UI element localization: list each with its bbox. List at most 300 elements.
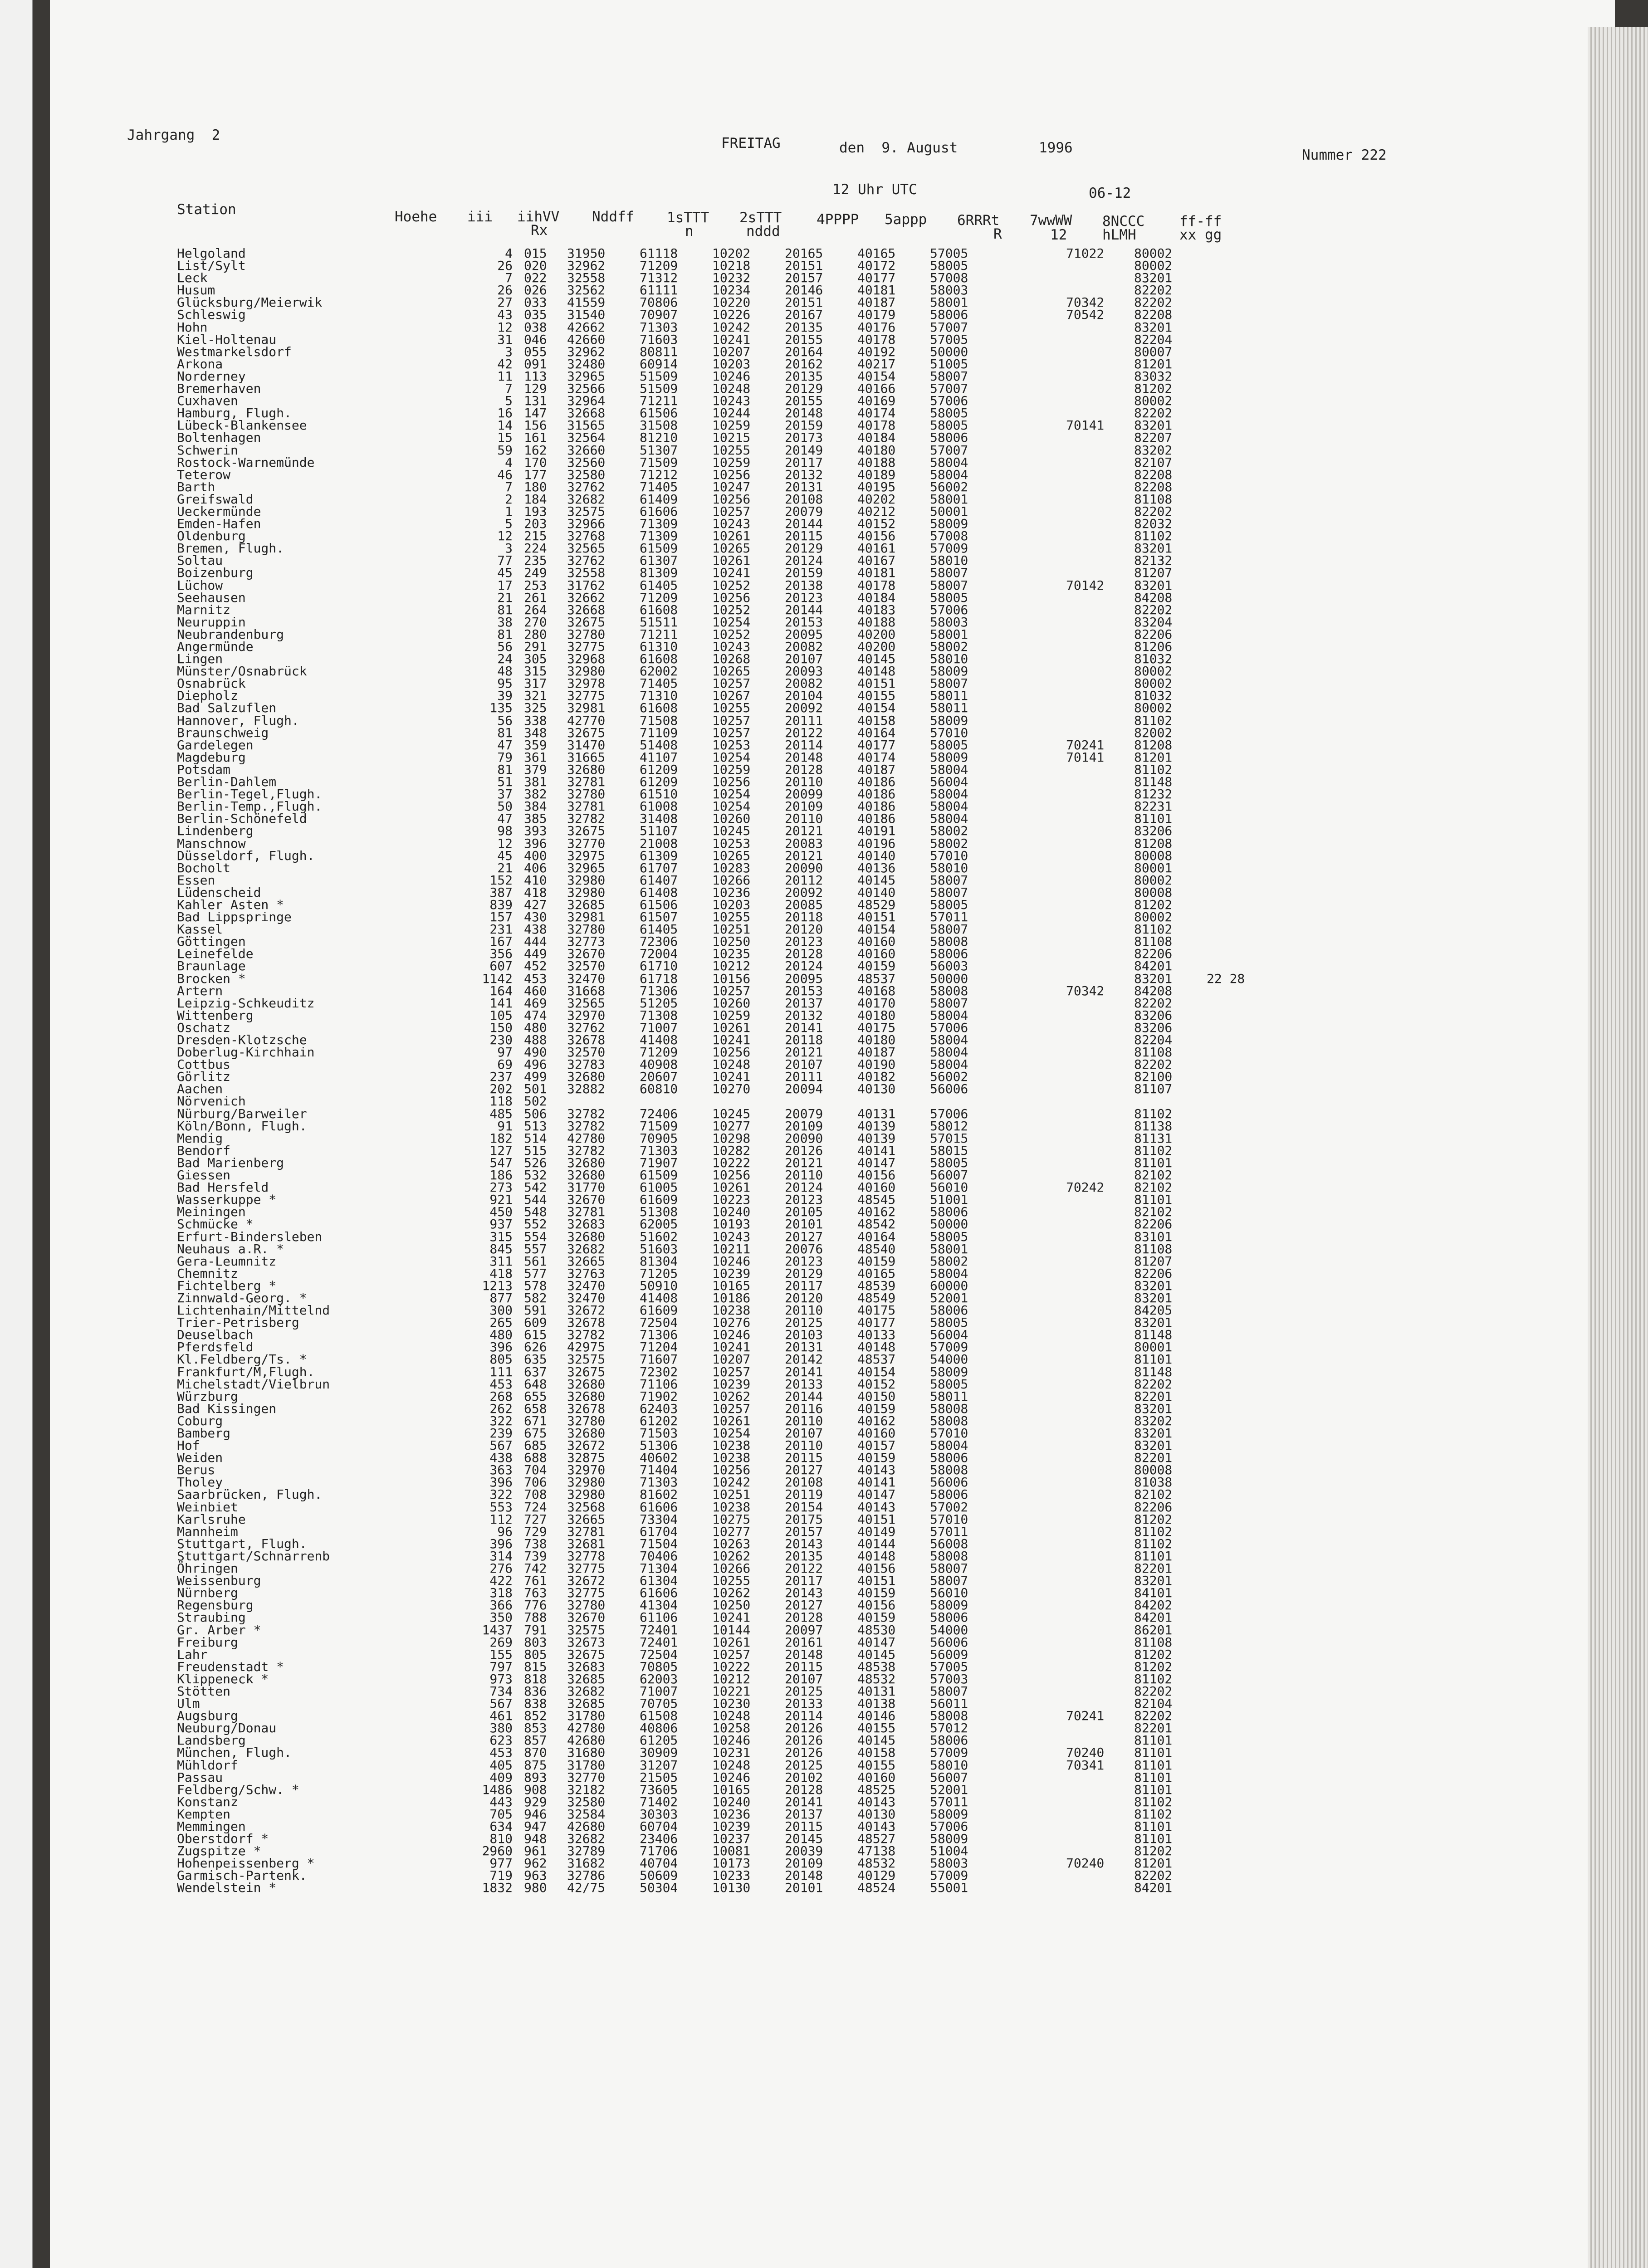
5appp-value: 57009 bbox=[930, 1868, 968, 1883]
nddff-value: 61506 bbox=[640, 897, 678, 912]
nddff-value: 71209 bbox=[640, 1045, 678, 1060]
station-name: Göttingen bbox=[177, 934, 246, 949]
5appp-value: 58006 bbox=[930, 1450, 968, 1466]
station-name: Chemnitz bbox=[177, 1266, 238, 1281]
8nccc-value: 82206 bbox=[1134, 1499, 1173, 1515]
observation-time: 12 Uhr UTC bbox=[832, 181, 917, 198]
1sttt-value: 10261 bbox=[712, 1634, 751, 1650]
nddff-value: 71309 bbox=[640, 516, 678, 532]
nddff-value: 71402 bbox=[640, 1794, 678, 1809]
2sttt-value: 20135 bbox=[785, 1548, 823, 1564]
1sttt-value: 10256 bbox=[712, 1045, 751, 1060]
nddff-value: 61606 bbox=[640, 503, 678, 519]
nddff-value: 71204 bbox=[640, 1339, 678, 1355]
5appp-value: 58003 bbox=[930, 1856, 968, 1871]
iihvv-value: 32575 bbox=[567, 1352, 606, 1367]
5appp-value: 57008 bbox=[930, 528, 968, 544]
station-name: Lahr bbox=[177, 1647, 208, 1662]
iii-value: 738 bbox=[524, 1536, 547, 1551]
5appp-value: 57015 bbox=[930, 1130, 968, 1146]
5appp-value: 58012 bbox=[930, 1118, 968, 1134]
iii-value: 557 bbox=[524, 1241, 547, 1256]
station-name: Mühldorf bbox=[177, 1757, 238, 1773]
col-5appp: 5appp bbox=[885, 211, 927, 228]
station-name: Giessen bbox=[177, 1168, 231, 1183]
year-label: 1996 bbox=[1039, 140, 1073, 156]
2sttt-value: 20125 bbox=[785, 1757, 823, 1773]
station-name: Bocholt bbox=[177, 860, 231, 875]
4pppp-value: 40170 bbox=[857, 995, 896, 1011]
iihvv-value: 32570 bbox=[567, 1045, 606, 1060]
8nccc-value: 80002 bbox=[1134, 246, 1173, 261]
5appp-value: 58008 bbox=[930, 1413, 968, 1428]
5appp-value: 58004 bbox=[930, 1045, 968, 1060]
hoehe-value: 186 bbox=[489, 1168, 513, 1183]
4pppp-value: 40177 bbox=[857, 737, 896, 753]
1sttt-value: 10261 bbox=[712, 528, 751, 544]
iii-value: 453 bbox=[524, 971, 547, 986]
hoehe-value: 15 bbox=[497, 430, 513, 445]
nddff-value: 60704 bbox=[640, 1819, 678, 1834]
station-name: Stötten bbox=[177, 1683, 231, 1699]
iii-value: 548 bbox=[524, 1204, 547, 1220]
nddff-value: 61507 bbox=[640, 909, 678, 925]
station-name: Bad Marienberg bbox=[177, 1155, 284, 1170]
nddff-value: 81210 bbox=[640, 430, 678, 445]
nddff-value: 30303 bbox=[640, 1806, 678, 1822]
1sttt-value: 10259 bbox=[712, 1007, 751, 1023]
2sttt-value: 20085 bbox=[785, 897, 823, 912]
1sttt-value: 10245 bbox=[712, 1106, 751, 1121]
2sttt-value: 20079 bbox=[785, 503, 823, 519]
1sttt-value: 10241 bbox=[712, 1069, 751, 1085]
hoehe-value: 450 bbox=[489, 1204, 513, 1220]
4pppp-value: 40154 bbox=[857, 922, 896, 937]
8nccc-value: 83101 bbox=[1134, 1229, 1173, 1244]
iihvv-value: 32782 bbox=[567, 1143, 606, 1158]
4pppp-value: 40165 bbox=[857, 1266, 896, 1281]
hoehe-value: 81 bbox=[497, 602, 513, 617]
8nccc-value: 81208 bbox=[1134, 836, 1173, 851]
4pppp-value: 40180 bbox=[857, 1032, 896, 1047]
nddff-value: 71405 bbox=[640, 676, 678, 691]
station-name: Stuttgart/Schnarrenb bbox=[177, 1548, 330, 1564]
iihvv-value: 32675 bbox=[567, 614, 606, 630]
iii-value: 427 bbox=[524, 897, 547, 912]
iii-value: 488 bbox=[524, 1032, 547, 1047]
iii-value: 980 bbox=[524, 1880, 547, 1896]
8nccc-value: 81148 bbox=[1134, 1364, 1173, 1379]
nddff-value: 73605 bbox=[640, 1782, 678, 1797]
station-name: Neuhaus a.R. * bbox=[177, 1241, 284, 1256]
4pppp-value: 40184 bbox=[857, 430, 896, 445]
5appp-value: 58008 bbox=[930, 1401, 968, 1416]
1sttt-value: 10232 bbox=[712, 270, 751, 286]
4pppp-value: 40160 bbox=[857, 1180, 896, 1195]
col-1sttt: 1sTTT bbox=[667, 210, 709, 226]
iii-value: 513 bbox=[524, 1118, 547, 1134]
5appp-value: 57007 bbox=[930, 381, 968, 396]
5appp-value: 60000 bbox=[930, 1278, 968, 1293]
1sttt-value: 10207 bbox=[712, 344, 751, 359]
4pppp-value: 48530 bbox=[857, 1622, 896, 1637]
nddff-value: 72302 bbox=[640, 1364, 678, 1379]
4pppp-value: 40174 bbox=[857, 749, 896, 765]
nddff-value: 61310 bbox=[640, 639, 678, 654]
iii-value: 554 bbox=[524, 1229, 547, 1244]
1sttt-value: 10239 bbox=[712, 1376, 751, 1392]
2sttt-value: 20103 bbox=[785, 1327, 823, 1343]
1sttt-value: 10238 bbox=[712, 1499, 751, 1515]
2sttt-value: 20135 bbox=[785, 368, 823, 384]
nddff-value: 61718 bbox=[640, 971, 678, 986]
station-name: Neuruppin bbox=[177, 614, 246, 630]
8nccc-value: 82202 bbox=[1134, 1057, 1173, 1072]
5appp-value: 58004 bbox=[930, 1266, 968, 1281]
5appp-value: 52001 bbox=[930, 1782, 968, 1797]
5appp-value: 58007 bbox=[930, 885, 968, 900]
iihvv-value: 32470 bbox=[567, 971, 606, 986]
iii-value: 325 bbox=[524, 700, 547, 716]
hoehe-value: 127 bbox=[489, 1143, 513, 1158]
hoehe-value: 273 bbox=[489, 1180, 513, 1195]
nddff-value: 72306 bbox=[640, 934, 678, 949]
5appp-value: 58001 bbox=[930, 295, 968, 310]
5appp-value: 58006 bbox=[930, 946, 968, 962]
4pppp-value: 40160 bbox=[857, 1426, 896, 1441]
nddff-value: 51511 bbox=[640, 614, 678, 630]
nddff-value: 71109 bbox=[640, 725, 678, 740]
2sttt-value: 20114 bbox=[785, 737, 823, 753]
1sttt-value: 10270 bbox=[712, 1081, 751, 1097]
iii-value: 338 bbox=[524, 713, 547, 728]
8nccc-value: 82201 bbox=[1134, 1450, 1173, 1466]
8nccc-value: 82231 bbox=[1134, 799, 1173, 814]
iii-value: 215 bbox=[524, 528, 547, 544]
iii-value: 184 bbox=[524, 491, 547, 507]
date-label: den 9. August bbox=[839, 140, 958, 156]
1sttt-value: 10257 bbox=[712, 713, 751, 728]
nddff-value: 80811 bbox=[640, 344, 678, 359]
4pppp-value: 40192 bbox=[857, 344, 896, 359]
2sttt-value: 20153 bbox=[785, 614, 823, 630]
2sttt-value: 20148 bbox=[785, 749, 823, 765]
2sttt-value: 20099 bbox=[785, 787, 823, 802]
1sttt-value: 10241 bbox=[712, 332, 751, 347]
2sttt-value: 20129 bbox=[785, 381, 823, 396]
2sttt-value: 20118 bbox=[785, 1032, 823, 1047]
col-iihvv: iihVV bbox=[517, 209, 560, 225]
iihvv-value: 32668 bbox=[567, 602, 606, 617]
8nccc-value: 80002 bbox=[1134, 676, 1173, 691]
iii-value: 857 bbox=[524, 1733, 547, 1748]
5appp-value: 58006 bbox=[930, 1487, 968, 1502]
4pppp-value: 40162 bbox=[857, 1413, 896, 1428]
iihvv-value: 32780 bbox=[567, 922, 606, 937]
iihvv-value: 32980 bbox=[567, 1487, 606, 1502]
2sttt-value: 20122 bbox=[785, 1561, 823, 1576]
2sttt-value: 20116 bbox=[785, 1401, 823, 1416]
iii-value: 875 bbox=[524, 1757, 547, 1773]
iihvv-value: 42662 bbox=[567, 319, 606, 335]
1sttt-value: 10241 bbox=[712, 1032, 751, 1047]
iihvv-value: 32968 bbox=[567, 651, 606, 667]
2sttt-value: 20133 bbox=[785, 1376, 823, 1392]
nddff-value: 61118 bbox=[640, 246, 678, 261]
station-name: München, Flugh. bbox=[177, 1745, 292, 1760]
2sttt-value: 20128 bbox=[785, 1610, 823, 1625]
7wwww-value: 70342 bbox=[1066, 983, 1105, 998]
4pppp-value: 40190 bbox=[857, 1057, 896, 1072]
1sttt-value: 10242 bbox=[712, 319, 751, 335]
station-name: Aachen bbox=[177, 1081, 223, 1097]
hoehe-value: 322 bbox=[489, 1487, 513, 1502]
hoehe-value: 453 bbox=[489, 1745, 513, 1760]
iii-value: 761 bbox=[524, 1573, 547, 1589]
5appp-value: 58009 bbox=[930, 664, 968, 679]
station-name: Schmücke * bbox=[177, 1217, 254, 1232]
4pppp-value: 40178 bbox=[857, 418, 896, 433]
station-name: Emden-Hafen bbox=[177, 516, 261, 532]
5appp-value: 58007 bbox=[930, 1561, 968, 1576]
2sttt-value: 20109 bbox=[785, 799, 823, 814]
8nccc-value: 82032 bbox=[1134, 516, 1173, 532]
iihvv-value: 32680 bbox=[567, 1069, 606, 1085]
station-name: Lüchow bbox=[177, 577, 223, 593]
station-name: Weiden bbox=[177, 1450, 223, 1466]
4pppp-value: 40177 bbox=[857, 270, 896, 286]
nddff-value: 51308 bbox=[640, 1204, 678, 1220]
4pppp-value: 40156 bbox=[857, 1598, 896, 1613]
station-name: Brocken * bbox=[177, 971, 246, 986]
2sttt-value: 20095 bbox=[785, 971, 823, 986]
1sttt-value: 10241 bbox=[712, 565, 751, 581]
iihvv-value: 32962 bbox=[567, 344, 606, 359]
iihvv-value: 32781 bbox=[567, 1204, 606, 1220]
hoehe-value: 155 bbox=[489, 1647, 513, 1662]
nddff-value: 71303 bbox=[640, 1475, 678, 1490]
nddff-value: 40806 bbox=[640, 1721, 678, 1736]
station-name: Bad Hersfeld bbox=[177, 1180, 269, 1195]
8nccc-value: 82132 bbox=[1134, 553, 1173, 568]
4pppp-value: 40186 bbox=[857, 799, 896, 814]
nddff-value: 61106 bbox=[640, 1610, 678, 1625]
2sttt-value: 20126 bbox=[785, 1721, 823, 1736]
iihvv-value: 32762 bbox=[567, 553, 606, 568]
hoehe-value: 300 bbox=[489, 1303, 513, 1318]
5appp-value: 58009 bbox=[930, 1831, 968, 1847]
hoehe-value: 973 bbox=[489, 1671, 513, 1686]
8nccc-value: 81108 bbox=[1134, 934, 1173, 949]
5appp-value: 57009 bbox=[930, 1745, 968, 1760]
4pppp-value: 40159 bbox=[857, 1253, 896, 1269]
8nccc-value: 83204 bbox=[1134, 614, 1173, 630]
2sttt-value: 20110 bbox=[785, 1303, 823, 1318]
1sttt-value: 10277 bbox=[712, 1524, 751, 1539]
5appp-value: 58011 bbox=[930, 1388, 968, 1404]
2sttt-value: 20162 bbox=[785, 356, 823, 371]
8nccc-value: 82100 bbox=[1134, 1069, 1173, 1085]
station-name: Arkona bbox=[177, 356, 223, 371]
hoehe-value: 553 bbox=[489, 1499, 513, 1515]
station-name: Straubing bbox=[177, 1610, 246, 1625]
2sttt-value: 20132 bbox=[785, 1007, 823, 1023]
iihvv-value: 32980 bbox=[567, 1475, 606, 1490]
station-name: Lingen bbox=[177, 651, 223, 667]
station-name: Tholey bbox=[177, 1475, 223, 1490]
iihvv-value: 32670 bbox=[567, 1192, 606, 1207]
station-name: Braunschweig bbox=[177, 725, 269, 740]
iii-value: 706 bbox=[524, 1475, 547, 1490]
2sttt-value: 20124 bbox=[785, 958, 823, 974]
8nccc-value: 81207 bbox=[1134, 1253, 1173, 1269]
8nccc-value: 83201 bbox=[1134, 577, 1173, 593]
station-name: Norderney bbox=[177, 368, 246, 384]
1sttt-value: 10223 bbox=[712, 1192, 751, 1207]
nddff-value: 71303 bbox=[640, 319, 678, 335]
iii-value: 763 bbox=[524, 1585, 547, 1601]
2sttt-value: 20118 bbox=[785, 909, 823, 925]
iii-value: 561 bbox=[524, 1253, 547, 1269]
hoehe-value: 453 bbox=[489, 1376, 513, 1392]
station-name: Gardelegen bbox=[177, 737, 254, 753]
hoehe-value: 50 bbox=[497, 799, 513, 814]
iii-value: 818 bbox=[524, 1671, 547, 1686]
8nccc-value: 81102 bbox=[1134, 1806, 1173, 1822]
2sttt-value: 20123 bbox=[785, 934, 823, 949]
8nccc-value: 82002 bbox=[1134, 725, 1173, 740]
station-name: Mendig bbox=[177, 1130, 223, 1146]
2sttt-value: 20141 bbox=[785, 1020, 823, 1035]
1sttt-value: 10252 bbox=[712, 577, 751, 593]
8nccc-value: 81148 bbox=[1134, 774, 1173, 790]
iihvv-value: 32564 bbox=[567, 430, 606, 445]
5appp-value: 58009 bbox=[930, 516, 968, 532]
8nccc-value: 84201 bbox=[1134, 1610, 1173, 1625]
hoehe-value: 37 bbox=[497, 787, 513, 802]
station-name: Ulm bbox=[177, 1696, 200, 1711]
8nccc-value: 83201 bbox=[1134, 1401, 1173, 1416]
8nccc-value: 82102 bbox=[1134, 1487, 1173, 1502]
5appp-value: 58006 bbox=[930, 430, 968, 445]
station-name: Mannheim bbox=[177, 1524, 238, 1539]
hoehe-value: 31 bbox=[497, 332, 513, 347]
nddff-value: 71607 bbox=[640, 1352, 678, 1367]
4pppp-value: 40168 bbox=[857, 983, 896, 998]
8nccc-value: 81202 bbox=[1134, 1659, 1173, 1674]
5appp-value: 58005 bbox=[930, 1229, 968, 1244]
iihvv-value: 32565 bbox=[567, 541, 606, 556]
2sttt-value: 20114 bbox=[785, 1708, 823, 1724]
8nccc-value: 81102 bbox=[1134, 713, 1173, 728]
iii-value: 430 bbox=[524, 909, 547, 925]
7wwww-value: 70142 bbox=[1066, 577, 1105, 593]
iii-value: 739 bbox=[524, 1548, 547, 1564]
iii-value: 803 bbox=[524, 1634, 547, 1650]
nddff-value: 72406 bbox=[640, 1106, 678, 1121]
nddff-value: 61409 bbox=[640, 491, 678, 507]
2sttt-value: 20123 bbox=[785, 1253, 823, 1269]
4pppp-value: 40162 bbox=[857, 1204, 896, 1220]
4pppp-value: 40188 bbox=[857, 455, 896, 470]
2sttt-value: 20151 bbox=[785, 258, 823, 274]
8nccc-value: 81102 bbox=[1134, 1794, 1173, 1809]
2sttt-value: 20107 bbox=[785, 1671, 823, 1686]
iii-value: 724 bbox=[524, 1499, 547, 1515]
4pppp-value: 40130 bbox=[857, 1806, 896, 1822]
5appp-value: 57006 bbox=[930, 393, 968, 409]
1sttt-value: 10193 bbox=[712, 1217, 751, 1232]
nddff-value: 61202 bbox=[640, 1413, 678, 1428]
iii-value: 156 bbox=[524, 418, 547, 433]
station-name: Soltau bbox=[177, 553, 223, 568]
station-name: Helgoland bbox=[177, 246, 246, 261]
nddff-value: 70805 bbox=[640, 1659, 678, 1674]
station-name: Berlin-Temp.,Flugh. bbox=[177, 799, 323, 814]
4pppp-value: 40151 bbox=[857, 1573, 896, 1589]
2sttt-value: 20144 bbox=[785, 516, 823, 532]
station-name: Kahler Asten * bbox=[177, 897, 284, 912]
station-name: Artern bbox=[177, 983, 223, 998]
4pppp-value: 40217 bbox=[857, 356, 896, 371]
station-name: Oldenburg bbox=[177, 528, 246, 544]
hoehe-value: 182 bbox=[489, 1130, 513, 1146]
2sttt-value: 20125 bbox=[785, 1683, 823, 1699]
4pppp-value: 40136 bbox=[857, 860, 896, 875]
hoehe-value: 81 bbox=[497, 762, 513, 777]
iii-value: 961 bbox=[524, 1843, 547, 1859]
1sttt-value: 10298 bbox=[712, 1130, 751, 1146]
iii-value: 193 bbox=[524, 503, 547, 519]
8nccc-value: 82208 bbox=[1134, 467, 1173, 482]
station-name: Feldberg/Schw. * bbox=[177, 1782, 299, 1797]
station-name: Hamburg, Flugh. bbox=[177, 406, 292, 421]
iii-value: 410 bbox=[524, 872, 547, 888]
station-name: Boltenhagen bbox=[177, 430, 261, 445]
2sttt-value: 20108 bbox=[785, 1475, 823, 1490]
8nccc-value: 80002 bbox=[1134, 700, 1173, 716]
8nccc-value: 82202 bbox=[1134, 1868, 1173, 1883]
8nccc-value: 81148 bbox=[1134, 1327, 1173, 1343]
iihvv-value: 32680 bbox=[567, 1155, 606, 1170]
8nccc-value: 81101 bbox=[1134, 1769, 1173, 1785]
nddff-value: 71106 bbox=[640, 1376, 678, 1392]
4pppp-value: 48529 bbox=[857, 897, 896, 912]
nddff-value: 71509 bbox=[640, 1118, 678, 1134]
iihvv-value: 32770 bbox=[567, 1769, 606, 1785]
station-name: Deuselbach bbox=[177, 1327, 254, 1343]
hoehe-value: 396 bbox=[489, 1536, 513, 1551]
hoehe-value: 734 bbox=[489, 1683, 513, 1699]
2sttt-value: 20138 bbox=[785, 577, 823, 593]
nddff-value: 61506 bbox=[640, 406, 678, 421]
weekday-label: FREITAG bbox=[721, 135, 781, 152]
5appp-value: 58008 bbox=[930, 1462, 968, 1478]
1sttt-value: 10256 bbox=[712, 491, 751, 507]
iihvv-value: 32781 bbox=[567, 1524, 606, 1539]
iii-value: 838 bbox=[524, 1696, 547, 1711]
4pppp-value: 40158 bbox=[857, 713, 896, 728]
5appp-value: 58008 bbox=[930, 983, 968, 998]
2sttt-value: 20117 bbox=[785, 1278, 823, 1293]
iihvv-value: 32780 bbox=[567, 626, 606, 642]
station-name: Doberlug-Kirchhain bbox=[177, 1045, 315, 1060]
iii-value: 224 bbox=[524, 541, 547, 556]
hoehe-value: 805 bbox=[489, 1352, 513, 1367]
hoehe-value: 322 bbox=[489, 1413, 513, 1428]
1sttt-value: 10255 bbox=[712, 909, 751, 925]
station-name: Öhringen bbox=[177, 1561, 238, 1576]
